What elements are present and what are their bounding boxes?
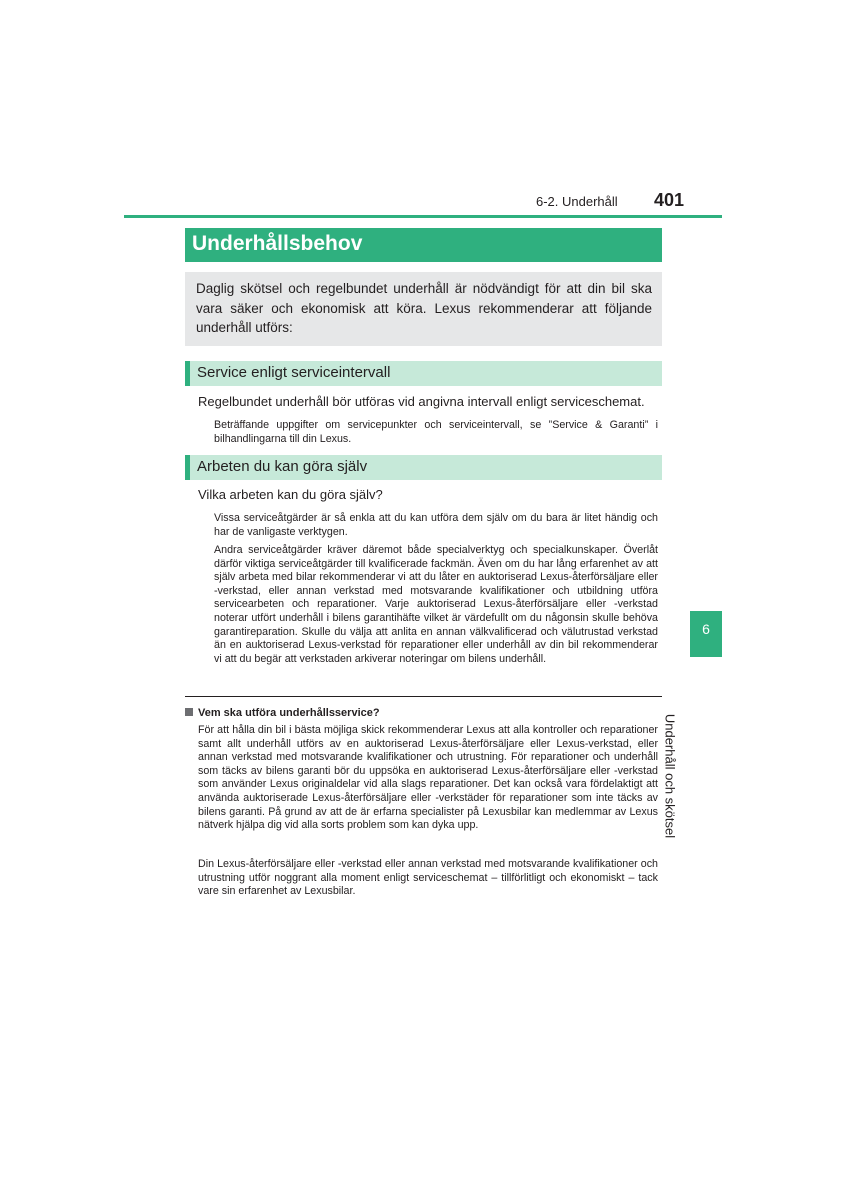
square-bullet-icon — [185, 708, 193, 716]
chapter-side-label: Underhåll och skötsel — [662, 713, 678, 839]
note-heading-text: Vem ska utföra underhållsservice? — [198, 707, 380, 719]
section-lead-diy: Vilka arbeten kan du göra själv? — [198, 487, 383, 502]
intro-text: Daglig skötsel och regelbundet underhåll är nödvändigt för att din bil ska vara säker och ekonomisk att köra. Lexus rekommenderar att följande underhåll utförs: — [196, 281, 652, 335]
divider — [185, 696, 662, 697]
section-heading-service: Service enligt serviceintervall — [185, 361, 662, 386]
header-rule — [124, 215, 722, 218]
page-title: Underhållsbehov — [185, 228, 662, 262]
intro-box — [185, 272, 662, 346]
section-heading-diy: Arbeten du kan göra själv — [185, 455, 662, 480]
note-heading — [185, 707, 380, 719]
section-paragraph-diy-1: Vissa serviceåtgärder är så enkla att du kan utföra dem själv om du bara är litet händig och har de vanligaste verktygen. — [214, 512, 658, 538]
note-paragraph-2: Din Lexus-återförsäljare eller -verkstad eller annan verkstad med motsvarande kvalifikationer och utrustning utför noggrant alla moment enligt serviceschemat – tillförlitligt och ekonomiskt – tack vare sin erfarenhet av Lexusbilar. — [198, 858, 658, 898]
section-lead-service: Regelbundet underhåll bör utföras vid angivna intervall enligt serviceschemat. — [198, 394, 645, 409]
page-number: 401 — [654, 190, 685, 210]
section-header: 6-2. Underhåll — [536, 194, 618, 209]
chapter-tab: 6 — [690, 611, 722, 657]
section-paragraph-diy-2: Andra serviceåtgärder kräver däremot både specialverktyg och specialkunskaper. Överlåt därför viktiga serviceåtgärder till kvalificerade fackmän. Även om du har lång erfarenhet av att själv arbeta med bilar rekommenderar vi att du låter en auktoriserad Lexus-återförsäljare eller -verkstad, eller annan verkstad med motsvarande kvalifikationer och utbildning utföra servicearbeten och reparationer. Varje auktoriserad Lexus-återförsäljare eller -verkstad noterar utfört underhåll i bilens garantihäfte vilket är värdefullt om du någonsin skulle behöva garantireparation. Skulle du välja att anlita en annan välkvalificerad och välutrustad verkstad än en auktoriserad Lexus-verkstad för reparationer eller underhåll av din bil rekommenderar vi att du begär att verkstaden arkiverar noteringar om bilens underhåll. — [214, 544, 658, 665]
note-paragraph-1: För att hålla din bil i bästa möjliga skick rekommenderar Lexus att alla kontroller och reparationer samt allt underhåll utförs av en auktoriserad Lexus-återförsäljare eller Lexus-verkstad, eller annan verkstad med motsvarande kvalifikationer och utrustning. För reparationer och underhåll som täcks av bilens garanti bör du uppsöka en auktoriserad Lexus-återförsäljare eller -verkstad som använder Lexus originaldelar vid alla slags reparationer. Det kan också vara fördelaktigt att använda auktoriserade Lexus-återförsäljare eller -verkstäder för reparationer som inte täcks av bilens garanti. På grund av att de är erfarna specialister på Lexusbilar kan medlemmar av Lexus nätverk hjälpa dig vid alla sorts problem som kan dyka upp. — [198, 724, 658, 832]
section-paragraph-service: Beträffande uppgifter om servicepunkter och serviceintervall, se ”Service & Garanti” i bilhandlingarna till din Lexus. — [214, 419, 658, 445]
